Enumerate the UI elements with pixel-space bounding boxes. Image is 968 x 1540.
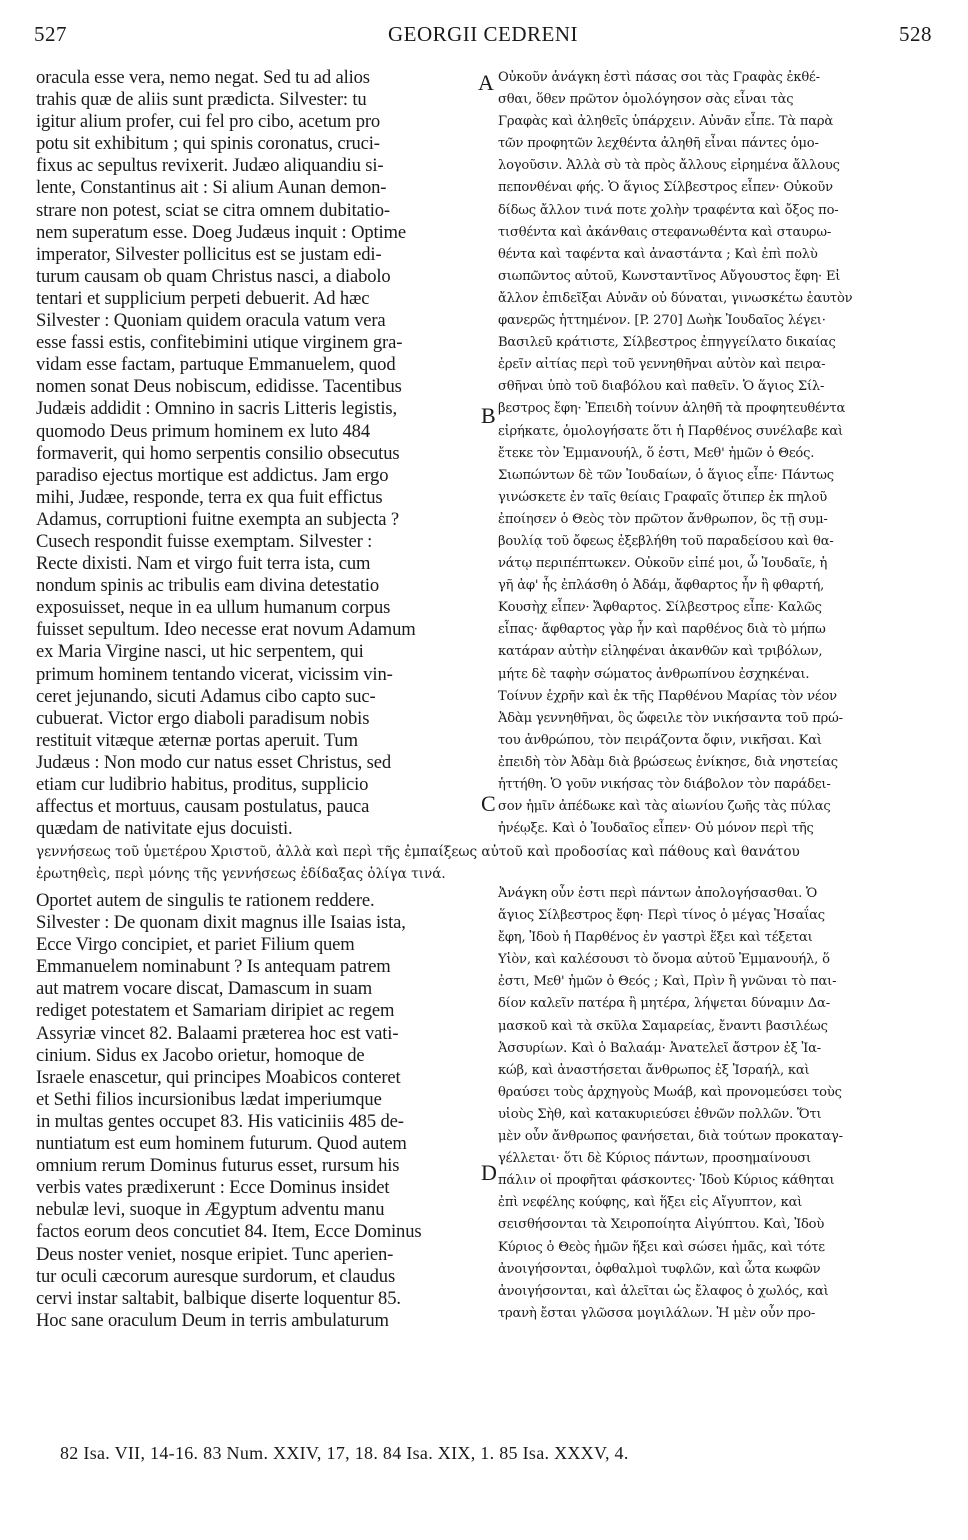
latin-text-line: cinium. Sidus ex Jacobo orietur, homoque de [36,1044,365,1066]
greek-text-line: Τοίνυν ἐχρῆν καὶ ἐκ τῆς Παρθένου Μαρίας τὸν νέον [498,688,837,704]
latin-text-line: exposuisset, neque in ea ullum humanum corpus [36,597,391,619]
greek-text-line: Βασιλεῦ κράτιστε, Σίλβεστρος ἐπηγγείλατο δικαίας [498,335,836,351]
greek-text-line: ἀνοιγήσονται, ὀφθαλμοὶ τυφλῶν, καὶ ὦτα κωφῶν [498,1261,821,1277]
greek-text-line: γινώσκετε ἐν ταῖς θείαις Γραφαῖς ὅτιπερ ἐκ πηλοῦ [498,489,827,505]
greek-column-top [498,67,934,840]
greek-text-line: νάτῳ περιπέπτωκεν. Οὐκοῦν εἰπέ μοι, ὦ Ἰουδαῖε, ἡ [498,556,828,572]
greek-text-line: μὲν οὖν ἄνθρωπος φανήσεται, διὰ τούτων προκαταγ- [498,1129,843,1145]
latin-text-line: omnium rerum Dominus futurus esset, rursum his [36,1155,400,1177]
greek-text-line: τῶν προφητῶν λεχθέντα ἀληθῆ εἶναι πάντες ὁμο- [498,136,819,152]
latin-text-line: Assyriæ vincet 82. Balaami præterea hoc est vati- [36,1022,399,1044]
greek-text-line: Κύριος ὁ Θεὸς ἡμῶν ἥξει καὶ σώσει ἡμᾶς, καὶ τότε [498,1239,825,1255]
latin-text-line: ex Maria Virgine nasci, ut hic serpentem, qui [36,641,364,663]
greek-text-line: φανερῶς ἡττημένον. [P. 270] Δωὴκ Ἰουδαῖος λέγει· [498,313,826,329]
latin-text-line: quomodo Deus primum hominem ex luto 484 [36,420,370,442]
greek-text-line: Σιωπώντων δὲ τῶν Ἰουδαίων, ὁ ἅγιος εἶπε· Πάντως [498,467,834,483]
greek-text-line: πάλιν οἱ προφῆται φάσκοντες· Ἰδοὺ Κύριος κάθηται [498,1173,835,1189]
greek-text-line: βεστρος ἔφη· Ἐπειδὴ τοίνυν ἀληθῆ τὰ προφητευθέντα [498,401,846,417]
greek-text-line: ἅγιος Σίλβεστρος ἔφη· Περὶ τίνος ὁ μέγας Ἡσαΐας [498,908,825,924]
latin-column-top [36,67,478,840]
latin-text-line: Deus noster veniet, nosque eripiet. Tunc aperien- [36,1243,394,1265]
greek-text-line: γῆ ἀφ' ἧς ἐπλάσθη ὁ Ἀδάμ, ἄφθαρτος ἦν ἢ φθαρτή, [498,578,825,594]
latin-text-line: strare non potest, sciat se citra omnem dubitatio- [36,199,390,221]
latin-text-line: Adamus, corruptioni fuitne exempta an subjecta ? [36,508,400,530]
latin-text-line: vidam esse factam, partuque Emmanuelem, quod [36,354,396,376]
latin-text-line: nebulæ levi, suoque in Ægyptum adventu manu [36,1199,385,1221]
greek-text-line: ἄλλον ἐπιδεῖξαι Αὐνᾶν οὐ δύναται, γινωσκέτω ἑαυτὸν [498,290,853,306]
greek-text-line: ἐπὶ νεφέλης κούφης, καὶ ἥξει εἰς Αἴγυπτον, καὶ [498,1195,803,1211]
latin-text-line: quædam de nativitate ejus docuisti. [36,818,293,840]
latin-text-line: Judæis addidit : Omnino in sacris Litteris legistis, [36,398,397,420]
latin-text-line: Silvester : De quonam dixit magnus ille Isaias ista, [36,912,406,934]
greek-text-line: κώβ, καὶ ἀναστήσεται ἄνθρωπος ἐξ Ἰσραήλ, καὶ [498,1062,810,1078]
latin-text-line: restituit vitæque æternæ portas aperuit. Tum [36,729,358,751]
greek-text-line: μήτε δὲ ταφὴν σώματος ἀνθρωπίνου ἐσχηκέναι. [498,666,810,682]
greek-text-line: ἐστι, Μεθ' ἡμῶν ὁ Θεός ; Καὶ, Πρὶν ἢ γνῶναι τὸ παι- [498,974,837,990]
greek-text-line: ἐποίησεν ὁ Θεὸς τὸν πρῶτον ἄνθρωπον, ὃς τῇ συμ- [498,511,828,527]
section-marker-b: B [481,403,496,428]
latin-text-line: verbis vates prædixerunt : Ecce Dominus insidet [36,1177,390,1199]
greek-text-line: γέλλεται· ὅτι δὲ Κύριος πάντων, προσημαίνουσι [498,1151,811,1167]
latin-text-line: primum hominem tentando vicerat, vicissim vin- [36,663,393,685]
latin-text-line: Ecce Virgo concipiet, et pariet Filium quem [36,934,355,956]
greek-text-line: Οὐκοῦν ἀνάγκη ἐστὶ πάσας σοι τὰς Γραφὰς ἐκθέ- [498,70,820,85]
latin-text-line: lente, Constantinus ait : Si alium Aunan demon- [36,177,387,199]
latin-text-line: trahis quæ de aliis sunt prædicta. Silvester: tu [36,89,367,111]
latin-column-bottom [36,890,478,1332]
greek-text-line: μασκοῦ καὶ τὰ σκῦλα Σαμαρείας, ἔναντι βασιλέως [498,1018,828,1034]
latin-text-line: tur oculi cæcorum auresque surdorum, et claudus [36,1265,396,1287]
greek-text-line: σθαι, ὅθεν πρῶτον ὁμολόγησον σὰς εἶναι τὰς [498,92,794,108]
greek-text-line: δίον καλεῖν πατέρα ἢ μητέρα, λήψεται δύναμιν Δα- [498,996,830,1012]
latin-text-line: formaverit, qui homo serpentis consilio obsecutus [36,442,400,464]
greek-text-line: σιωπῶντος αὐτοῦ, Κωνσταντῖνος Αὔγουστος ἔφη· Εἰ [498,268,841,284]
greek-text-line: Ἀδὰμ γεννηθῆναι, ὃς ὤφειλε τὸν νικήσαντα τοῦ πρώ- [498,710,843,726]
latin-text-line: Israele enascetur, qui principes Moabicos conteret [36,1066,401,1088]
latin-text-line: cubuerat. Victor ergo diaboli paradisum nobis [36,707,370,729]
latin-text-line: fixus ac sepultus revixerit. Judæo aliquandiu si- [36,155,384,177]
greek-text-line: σον ἡμῖν ἀπέδωκε καὶ τὰς αἰωνίου ζωῆς τὰς πύλας [498,799,831,815]
latin-text-line: fuisset sepultum. Ideo necesse erat novum Adamum [36,619,416,641]
latin-text-line: Cusech respondit fuisse exemptam. Silvester : [36,530,373,552]
greek-full-width-passage [36,841,936,885]
greek-column-bottom [498,883,934,1325]
latin-text-line: igitur alium profer, cui fel pro cibo, acetum pro [36,111,381,133]
latin-text-line: ceret jejunando, sicuti Adamus cibo capto suc- [36,685,376,707]
latin-text-line: paradiso ejectus mortique est addictus. Jam ergo [36,464,389,486]
greek-text-line: ἠνέῳξε. Καὶ ὁ Ἰουδαῖος εἶπεν· Οὐ μόνον περὶ τῆς [498,821,814,837]
section-marker-d: D [481,1160,497,1185]
greek-text-line: σεισθήσονται τὰ Χειροποίητα Αἰγύπτου. Καὶ, Ἰδοὺ [498,1217,825,1233]
latin-text-line: factos eorum deos concutiet 84. Item, Ecce Dominus [36,1221,422,1243]
latin-text-line: Oportet autem de singulis te rationem reddere. [36,890,375,911]
greek-text-line: ἔφη, Ἰδοὺ ἡ Παρθένος ἐν γαστρὶ ἕξει καὶ τέξεται [498,930,813,946]
greek-text-line: πεπονθέναι φής. Ὁ ἅγιος Σίλβεστρος εἶπεν· Οὐκοῦν [498,180,833,196]
latin-text-line: tentari et supplicium perpeti debuerit. Ad hæc [36,287,370,309]
greek-text-line: δίδως ἄλλον τινά ποτε χολὴν τραφέντα καὶ ὄξος πο- [498,202,839,218]
latin-text-line: Silvester : Quoniam quidem oracula vatum vera [36,310,386,332]
section-marker-c: C [481,791,496,816]
greek-text-line: εἶπας· ἄφθαρτος γὰρ ἦν καὶ παρθένος διὰ τὸ μήπω [498,622,826,638]
greek-text-line: Κουσὴχ εἶπεν· Ἄφθαρτος. Σίλβεστρος εἶπε· Καλῶς [498,600,822,616]
greek-text-line: ἡττήθη. Ὁ γοῦν νικήσας τὸν διάβολον τὸν παράδει- [498,777,831,792]
greek-text-line: ἀνοιγήσονται, καὶ ἁλεῖται ὡς ἔλαφος ὁ χωλός, καὶ [498,1283,829,1299]
running-title: GEORGII CEDRENI [387,22,579,46]
latin-text-line: cervi instar saltabit, balbique diserte loquentur 85. [36,1287,401,1309]
greek-text-line: υἱοὺς Σὴθ, καὶ κατακυριεύσει ἐθνῶν πολλῶν. Ὅτι [498,1106,822,1122]
greek-text-line: ἐρωτηθεὶς, περὶ μόνης τῆς γεννήσεως ἐδίδαξας ὀλίγα τινά. [36,866,446,882]
greek-text-line: τρανὴ ἔσται γλῶσσα μογιλάλων. Ἡ μὲν οὖν προ- [498,1305,816,1321]
latin-text-line: et Sethi filios incursionibus lædat imperiumque [36,1088,382,1110]
latin-text-line: in multas gentes occupet 83. His vaticiniis 485 de- [36,1110,404,1132]
latin-text-line: potu sit exhibitum ; qui spinis coronatus, cruci- [36,133,380,155]
greek-text-line: γεννήσεως τοῦ ὑμετέρου Χριστοῦ, ἀλλὰ καὶ περὶ τῆς ἐμπαίξεως αὐτοῦ καὶ προδοσίας καὶ πάθους καὶ θανάτου [36,844,800,860]
latin-text-line: nondum spinis ac tribulis eam divina detestatio [36,575,380,597]
greek-text-line: Γραφὰς καὶ ἀληθεῖς ὑπάρχειν. Αὐνᾶν εἶπε. Τὰ παρὰ [498,114,834,130]
latin-text-line: nuntiatum est eum hominem futurum. Quod autem [36,1133,407,1155]
greek-text-line: ἐρεῖν αἰτίας περὶ τοῦ γεννηθῆναι αὐτὸν καὶ πειρα- [498,357,826,373]
greek-text-line: λογοῦσιν. Ἀλλὰ σὺ τὰ πρὸς ἄλλους εἰρημένα ἄλλους [498,158,840,174]
latin-text-line: Judæus : Non modo cur natus esset Christus, sed [36,751,392,773]
greek-text-line: Ἀνάγκη οὖν ἐστι περὶ πάντων ἀπολογήσασθαι. Ὁ [498,886,818,901]
footnotes: 82 Isa. VII, 14-16. 83 Num. XXIV, 17, 18. 84 Isa. XIX, 1. 85 Isa. XXXV, 4. [60,1443,629,1463]
section-marker-a: A [478,70,494,95]
latin-text-line: oracula esse vera, nemo negat. Sed tu ad alios [36,67,370,88]
latin-text-line: affectus et mortuus, causam postulatus, pauca [36,796,370,818]
page-header [34,22,932,62]
latin-text-line: Emmanuelem nominabunt ? Is antequam patrem [36,956,391,978]
greek-text-line: του ἀνθρώπου, τὸν πειράζοντα ὄφιν, νικῆσαι. Καὶ [498,732,822,748]
latin-text-line: aut matrem vocare discat, Damascum in suam [36,978,373,1000]
greek-text-line: τισθέντα καὶ ἀκάνθαις στεφανωθέντα καὶ σταυρω- [498,224,832,240]
latin-text-line: Recte dixisti. Nam et virgo fuit terra ista, cum [36,553,371,575]
greek-text-line: σθῆναι ὑπὸ τοῦ διαβόλου καὶ παθεῖν. Ὁ ἅγιος Σίλ- [498,379,825,395]
latin-text-line: nem superatum esse. Doeg Judæus inquit : Optime [36,221,406,243]
greek-text-line: θέντα καὶ ταφέντα καὶ ἀναστάντα ; Καὶ ἐπὶ πολὺ [498,246,818,262]
greek-text-line: Ἀσσυρίων. Καὶ ὁ Βαλαάμ· Ἀνατελεῖ ἄστρον ἐξ Ἰα- [498,1040,822,1056]
greek-text-line: ἔτεκε τὸν Ἐμμανουήλ, ὅ ἐστι, Μεθ' ἡμῶν ὁ Θεός. [498,445,815,461]
latin-text-line: rediget potestatem et Samariam diripiet ac regem [36,1000,395,1022]
greek-text-line: εἰρήκατε, ὁμολογήσατε ὅτι ἡ Παρθένος συνέλαβε καὶ [498,423,843,439]
left-page-number: 527 [34,22,67,46]
latin-text-line: imperator, Silvester pollicitus est se justam edi- [36,243,382,265]
right-page-number: 528 [899,22,932,46]
greek-text-line: κατάραν αὐτὴν εἰληφέναι ἀκανθῶν καὶ τριβόλων, [498,644,823,660]
greek-text-line: ἐπειδὴ τὸν Ἀδὰμ διὰ βρώσεως ἐνίκησε, διὰ νηστείας [498,754,838,770]
greek-text-line: θραύσει τοὺς ἀρχηγοὺς Μωάβ, καὶ προνομεύσει τοὺς [498,1084,842,1100]
latin-text-line: turum causam ob quam Christus nasci, a diabolo [36,265,391,287]
latin-text-line: esse fassi estis, confitebimini utique virginem gra- [36,332,403,354]
latin-text-line: nomen sonat Deus nobiscum, edidisse. Tacentibus [36,376,402,398]
latin-text-line: mihi, Judæe, responde, terra ex qua fuit effictus [36,486,383,508]
latin-text-line: Hoc sane oraculum Deum in terris ambulaturum [36,1309,389,1331]
greek-text-line: βουλίᾳ τοῦ ὄφεως ἐξεβλήθη τοῦ παραδείσου καὶ θα- [498,533,834,549]
latin-text-line: etiam cur ludibrio habitus, proditus, supplicio [36,774,369,795]
greek-text-line: Υἱὸν, καὶ καλέσουσι τὸ ὄνομα αὐτοῦ Ἐμμανουήλ, ὅ [498,952,830,968]
